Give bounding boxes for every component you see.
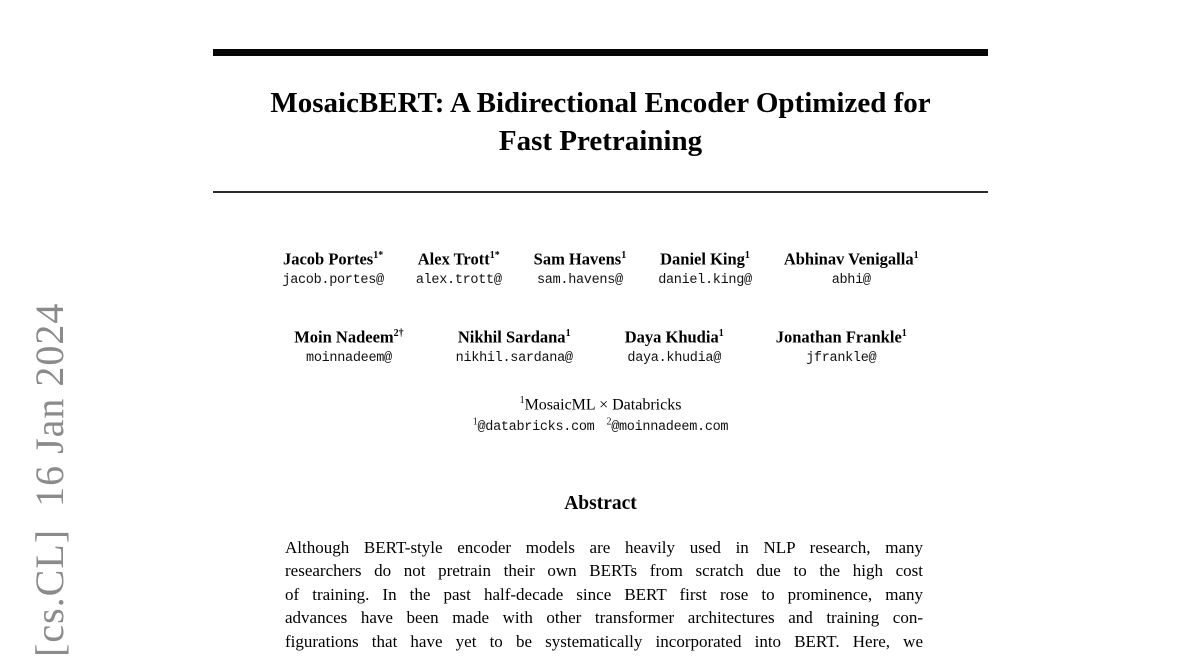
author-affiliation-mark: 1: [621, 250, 627, 261]
paper-title-line2: Fast Pretraining: [498, 125, 703, 157]
author-affiliation-mark: 1: [565, 328, 571, 339]
author-block: [784, 246, 919, 289]
author-affiliation-mark: 1: [901, 328, 907, 339]
arxiv-sidebar-stamp: [cs.CL] 16 Jan 2024: [27, 302, 72, 657]
abstract-body: [285, 536, 923, 653]
author-name: Moin Nadeem$^{2\dagger}$: [294, 327, 404, 347]
paper-page: [213, 0, 988, 651]
authors-row-1: [213, 246, 988, 289]
abstract-line: advances have been made with other transformer architectures and training con-: [285, 608, 923, 628]
author-name: Nikhil Sardana$^1$: [457, 327, 571, 347]
authors-row-2: [213, 324, 988, 367]
affiliation-email: $^2$@moinnadeem.com: [606, 416, 729, 435]
author-affiliation-mark: 1: [718, 328, 724, 339]
author-name: Sam Havens$^1$: [533, 249, 627, 269]
title-bottom-rule: [213, 191, 988, 193]
author-affiliation-mark: 1*: [373, 250, 384, 261]
author-name: Alex Trott$^{1*}$: [417, 249, 500, 269]
paper-title-line1: MosaicBERT: A Bidirectional Encoder Optimized for: [270, 87, 931, 119]
author-name: Daya Khudia$^1$: [624, 327, 724, 347]
author-name: Daniel King$^1$: [660, 249, 750, 269]
abstract-line: Although BERT-style encoder models are heavily used in NLP research, many: [285, 538, 923, 557]
author-name: Jonathan Frankle$^1$: [775, 327, 907, 347]
author-email: daniel.king@: [658, 272, 752, 288]
author-email: jacob.portes@: [282, 272, 384, 288]
affiliation-email: $^1$@databricks.com: [472, 416, 595, 435]
author-block: [294, 324, 403, 367]
abstract-line: researchers do not pretrain their own BERTs from scratch due to the high cost: [285, 561, 923, 581]
author-name: Abhinav Venigalla$^1$: [783, 249, 919, 269]
author-email: daya.khudia@: [627, 350, 722, 366]
author-block: [658, 246, 752, 289]
author-affiliation-mark: 1*: [489, 250, 500, 261]
affiliation-line: [213, 391, 988, 414]
author-block: [776, 324, 907, 367]
author-email: nikhil.sardana@: [455, 350, 573, 366]
author-email: sam.havens@: [537, 272, 623, 288]
author-block: [625, 324, 724, 367]
author-email: moinnadeem@: [306, 350, 392, 366]
paper-title: [213, 84, 988, 160]
affiliation-mark: 1: [519, 395, 525, 406]
author-block: [282, 246, 383, 289]
affiliation-org: MosaicML × Databricks: [524, 396, 682, 414]
author-email: abhi@: [831, 272, 871, 288]
author-email: alex.trott@: [415, 272, 502, 288]
author-affiliation-mark: 2†: [393, 328, 404, 339]
author-email: jfrankle@: [806, 350, 877, 366]
abstract-line: figurations that have yet to be systematically incorporated into BERT. Here, we: [285, 631, 923, 651]
author-block: [534, 246, 627, 289]
title-top-rule: [213, 49, 988, 56]
author-block: [456, 324, 573, 367]
author-affiliation-mark: 1: [744, 250, 750, 261]
affiliation-emails-line: [213, 413, 988, 437]
abstract-line: of training. In the past half-decade since BERT first rose to prominence, many: [285, 584, 923, 604]
abstract-heading: Abstract: [564, 493, 637, 514]
author-affiliation-mark: 1: [913, 250, 919, 261]
author-block: [416, 246, 502, 289]
author-name: Jacob Portes$^{1*}$: [282, 249, 384, 269]
